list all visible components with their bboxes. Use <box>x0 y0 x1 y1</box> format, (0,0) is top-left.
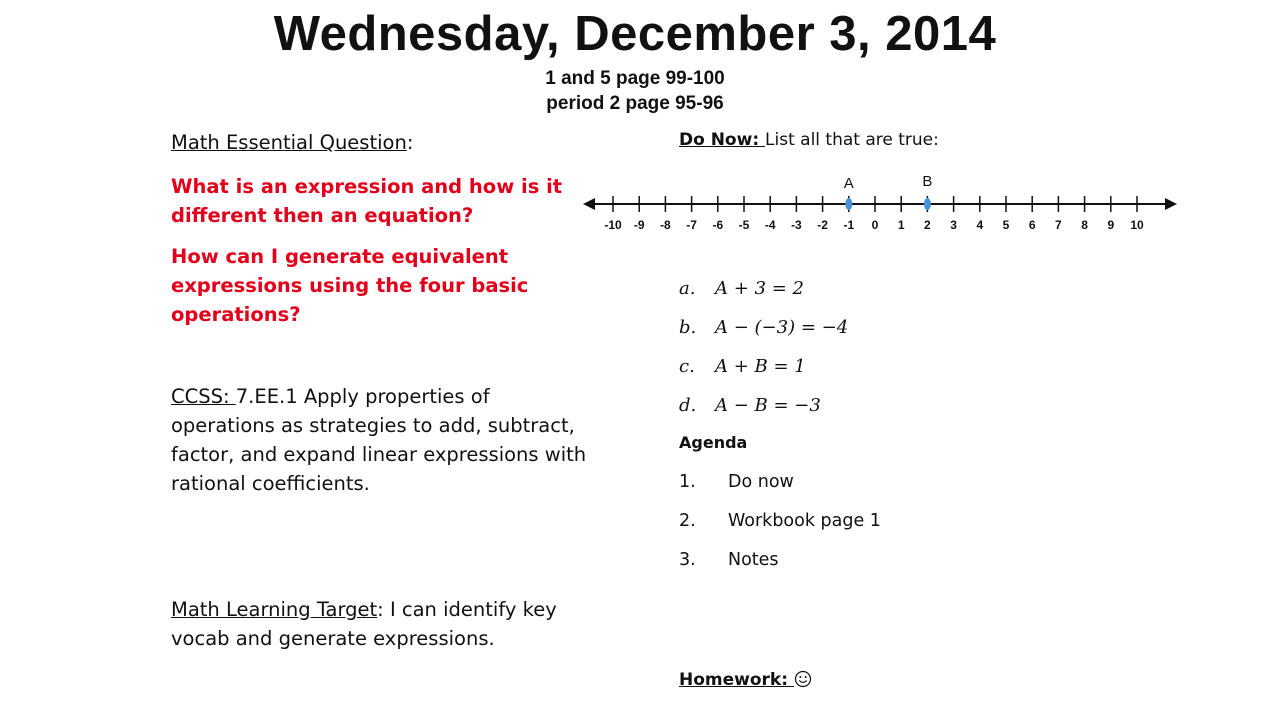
right-arrow-icon <box>1165 198 1177 210</box>
number-line-tick-label: 0 <box>871 218 879 232</box>
essential-question-colon: : <box>406 131 414 154</box>
number-line-point-b <box>924 198 931 210</box>
subtitle-period-2: period 2 page 95-96 <box>546 93 724 114</box>
learning-target-text: : I can identify key vocab and generate expressions. <box>171 598 557 650</box>
choice-c-letter: c. <box>679 356 695 377</box>
agenda-text: Notes <box>728 550 779 570</box>
choice-b-letter: b. <box>679 317 697 338</box>
number-line-point-label: A <box>843 175 854 192</box>
agenda-text: Workbook page 1 <box>728 511 881 531</box>
homework <box>679 670 812 693</box>
ccss-text: 7.EE.1 Apply properties of operations as strategies to add, subtract, factor, and expand linear expressions with rational coefficients. <box>171 385 587 495</box>
number-line-tick-label: 6 <box>1028 218 1036 232</box>
choice-a <box>679 278 804 299</box>
number-line-tick-label: -9 <box>633 218 645 232</box>
number-line-tick-label: 5 <box>1002 218 1010 232</box>
do-now-label: Do Now: <box>679 130 766 150</box>
number-line-point-label: B <box>922 173 933 190</box>
agenda-num: 2. <box>679 511 696 531</box>
number-line-tick-label: -4 <box>764 218 776 232</box>
choice-d <box>679 395 821 416</box>
do-now-text: List all that are true: <box>765 130 939 150</box>
choice-c <box>679 356 806 377</box>
number-line-tick-label: 9 <box>1107 218 1115 232</box>
number-line-tick-label: 3 <box>950 218 957 232</box>
number-line-tick-label: -8 <box>660 218 671 232</box>
essential-question-label: Math Essential Question <box>171 131 407 154</box>
subtitle-periods-1-5: 1 and 5 page 99-100 <box>545 68 725 89</box>
learning-target <box>171 595 591 653</box>
agenda-heading: Agenda <box>679 433 748 452</box>
essential-question-2: How can I generate equivalent expressions using the four basic operations? <box>171 245 529 326</box>
number-line-tick-label: -6 <box>712 218 724 232</box>
smiley-face-icon <box>794 670 812 693</box>
number-line-tick-label: 7 <box>1055 218 1062 232</box>
page-title: Wednesday, December 3, 2014 <box>273 7 997 61</box>
learning-target-label: Math Learning Target <box>171 598 378 621</box>
number-line-point-a <box>845 198 852 210</box>
number-line-tick-label: 1 <box>897 218 905 232</box>
number-line-tick-label: -10 <box>604 218 622 232</box>
choice-b-expr: A − (−3) = −4 <box>715 317 849 338</box>
do-now <box>679 130 939 150</box>
number-line-tick-label: 2 <box>924 218 931 232</box>
agenda-num: 1. <box>679 472 696 492</box>
essential-question-heading <box>171 128 413 157</box>
number-line-tick-label: -3 <box>791 218 802 232</box>
number-line-tick-label: -5 <box>738 218 750 232</box>
agenda-item <box>679 472 794 492</box>
agenda-text: Do now <box>728 472 794 492</box>
choice-a-expr: A + 3 = 2 <box>715 278 804 299</box>
ccss-standard <box>171 382 591 498</box>
choice-c-expr: A + B = 1 <box>715 356 806 377</box>
choice-d-letter: d. <box>679 395 697 416</box>
number-line <box>579 168 1179 238</box>
ccss-label: CCSS: <box>171 385 236 408</box>
number-line-tick-label: -1 <box>843 218 855 232</box>
number-line-tick-label: -7 <box>686 218 697 232</box>
essential-question-1: What is an expression and how is it different then an equation? <box>171 175 563 227</box>
choice-b <box>679 317 848 338</box>
number-line-tick-label: 8 <box>1081 218 1088 232</box>
agenda-item <box>679 511 881 531</box>
homework-label: Homework: <box>679 670 794 690</box>
number-line-tick-label: 4 <box>976 218 984 232</box>
number-line-tick-label: 10 <box>1130 218 1144 232</box>
agenda-num: 3. <box>679 550 696 570</box>
choice-d-expr: A − B = −3 <box>715 395 821 416</box>
agenda-item <box>679 550 779 570</box>
left-arrow-icon <box>583 198 595 210</box>
choice-a-letter: a. <box>679 278 696 299</box>
number-line-tick-label: -2 <box>817 218 828 232</box>
